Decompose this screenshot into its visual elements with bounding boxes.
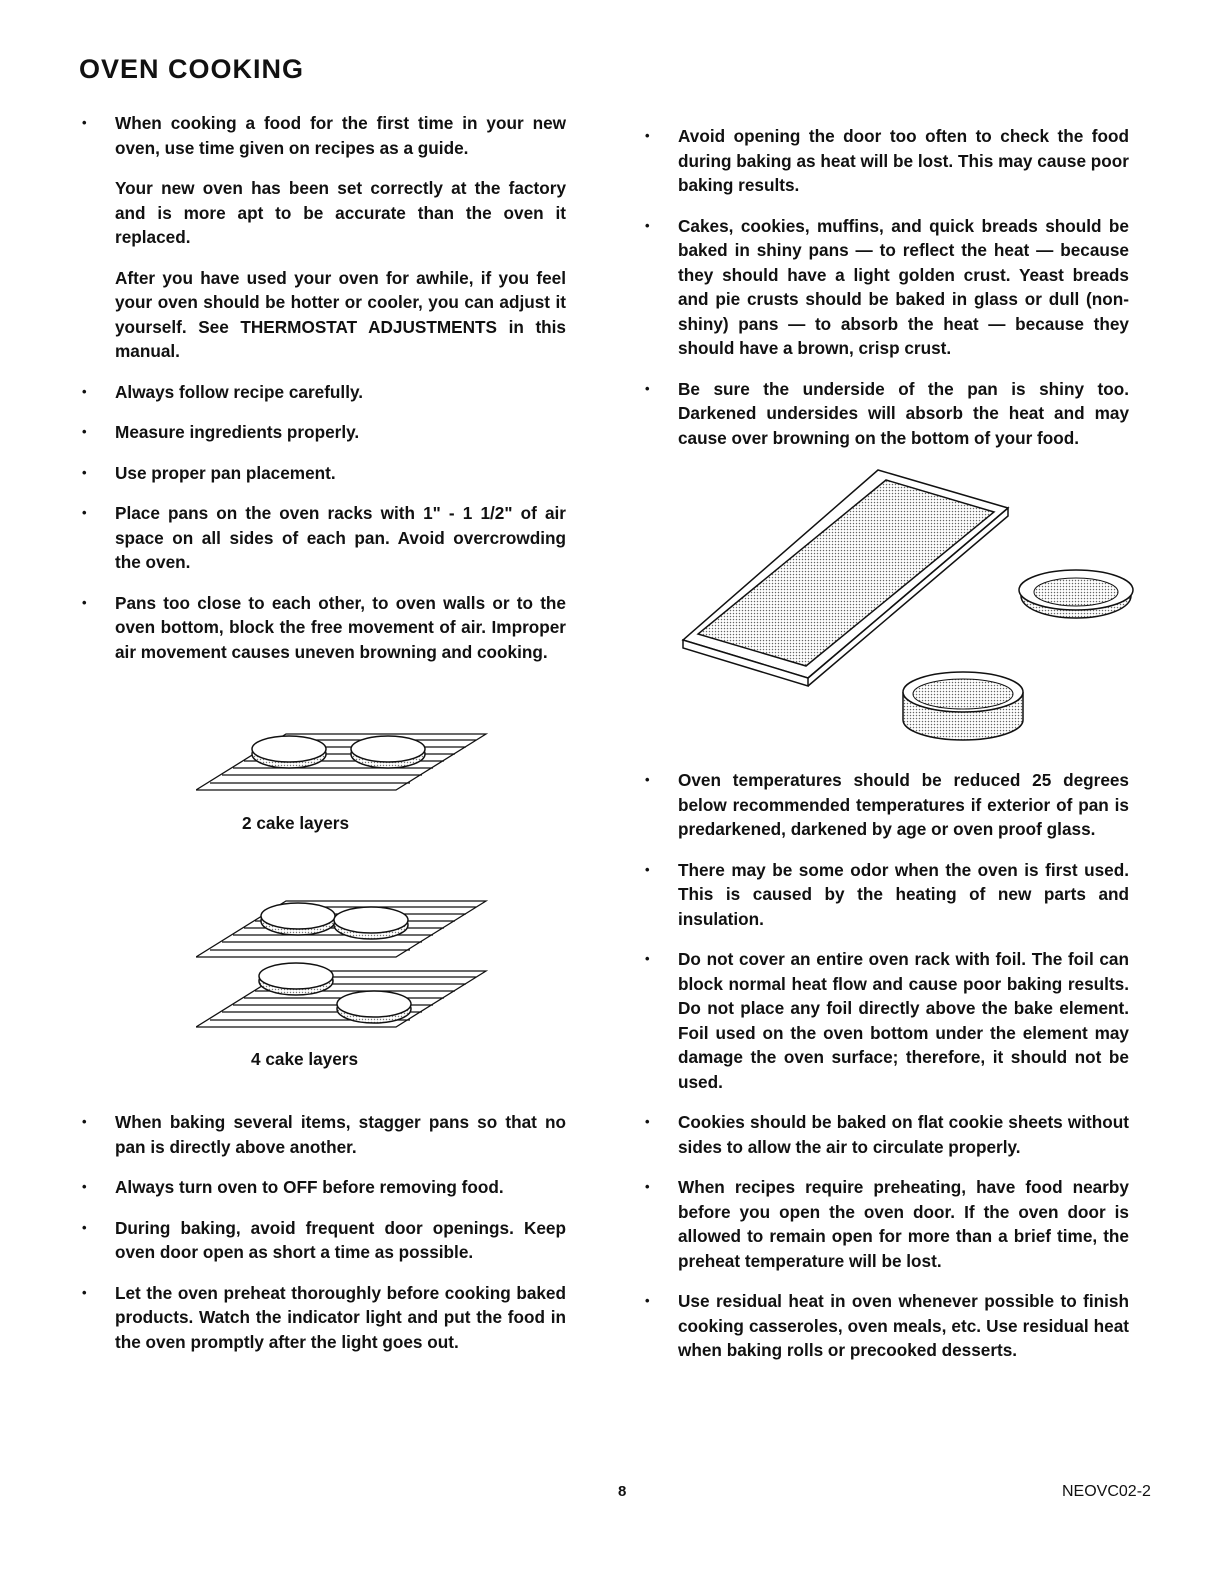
two-cake-layers-illustration [196, 728, 488, 798]
paragraph: Your new oven has been set correctly at the factory and is more apt to be accurate than the oven it replaced. [115, 178, 566, 247]
four-cake-layers-illustration [196, 895, 488, 1035]
left-column-bottom [82, 1110, 566, 1370]
caption-two-cake-layers: 2 cake layers [242, 813, 350, 833]
bullet-item: • Pans too close to each other, to oven walls or to the oven bottom, block the free movement of air. Improper air movement causes uneven browning and cooking. [82, 591, 566, 665]
page-number: 8 [618, 1483, 627, 1500]
paragraph: After you have used your oven for awhile, if you feel your oven should be hotter or cooler, you can adjust it yourself. See THERMOSTAT ADJUSTMENTS in this manual. [115, 267, 566, 361]
right-column-top [645, 124, 1129, 466]
bullet-item: • When recipes require preheating, have food nearby before you open the oven door. If the oven door is allowed to remain open for more than a brief time, the preheat temperature will be lost. [645, 1175, 1129, 1273]
bullet-item: • Place pans on the oven racks with 1" - 1 1/2" of air space on all sides of each pan. Avoid overcrowding the oven. [82, 501, 566, 575]
bullet-item: • Always follow recipe carefully. [82, 380, 566, 405]
bullet-item: • Let the oven preheat thoroughly before cooking baked products. Watch the indicator light and put the food in the oven promptly after the light goes out. [82, 1281, 566, 1355]
bullet-item: • Cookies should be baked on flat cookie sheets without sides to allow the air to circulate properly. [645, 1110, 1129, 1159]
bullet-item: • When baking several items, stagger pans so that no pan is directly above another. [82, 1110, 566, 1159]
document-id: NEOVC02-2 [1062, 1483, 1151, 1500]
pie-pan [1019, 570, 1133, 618]
caption-four-cake-layers: 4 cake layers [251, 1049, 359, 1069]
bullet-item: • Use proper pan placement. [82, 461, 566, 486]
bullet-item: • When cooking a food for the first time in your new oven, use time given on recipes as a guide. [82, 111, 566, 160]
bullet-item: • Oven temperatures should be reduced 25 degrees below recommended temperatures if exterior of pan is predarkened, darkened by age or oven proof glass. [645, 768, 1129, 842]
bullet-item: • Do not cover an entire oven rack with foil. The foil can block normal heat flow and cause poor baking results. Do not place any foil directly above the bake element. Foil used on the oven bottom under the element may damage the oven surface; therefore, it should not be used. [645, 947, 1129, 1094]
round-cake-pan [903, 672, 1023, 740]
page-title: OVEN COOKING [79, 54, 305, 84]
left-column-top [82, 111, 566, 680]
bullet-item: • Measure ingredients properly. [82, 420, 566, 445]
bullet-item: • Be sure the underside of the pan is shiny too. Darkened undersides will absorb the heat and may cause over browning on the bottom of your food. [645, 377, 1129, 451]
bullet-item: • Always turn oven to OFF before removing food. [82, 1175, 566, 1200]
bullet-item: • Avoid opening the door too often to check the food during baking as heat will be lost. This may cause poor baking results. [645, 124, 1129, 198]
bullet-item: • Cakes, cookies, muffins, and quick breads should be baked in shiny pans — to reflect the heat — because they should have a light golden crust. Yeast breads and pie crusts should be baked in glass or dull (non-shiny) pans — to absorb the heat — because they should have a brown, crisp crust. [645, 214, 1129, 361]
bullet-item: • Use residual heat in oven whenever possible to finish cooking casseroles, oven meals, etc. Use residual heat when baking rolls or precooked desserts. [645, 1289, 1129, 1363]
right-column-bottom [645, 768, 1129, 1379]
cookie-sheet [683, 470, 1008, 686]
bullet-item: • During baking, avoid frequent door openings. Keep oven door open as short a time as possible. [82, 1216, 566, 1265]
bullet-item: • There may be some odor when the oven is first used. This is caused by the heating of new parts and insulation. [645, 858, 1129, 932]
baking-pans-illustration [678, 468, 1138, 748]
